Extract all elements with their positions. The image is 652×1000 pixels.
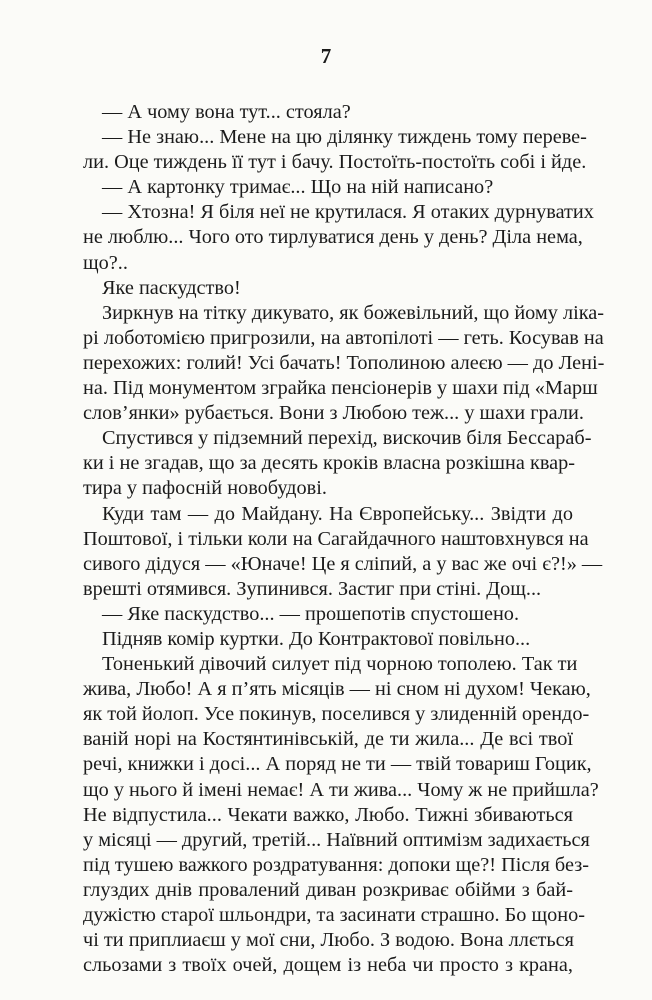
text-line: Зиркнув на тітку дикувато, як божевільний, що йому ліка- <box>102 301 605 324</box>
text-line: як той йолоп. Усе покинув, поселився у злиденній орендо- <box>83 703 590 726</box>
text-line: ли. Оце тиждень її тут і бачу. Постоїть-постоїть собі і йде. <box>83 151 587 174</box>
text-line: — А картонку тримає... Що на ній написано? <box>102 176 494 199</box>
text-line: Не відпустила... Чекати важко, Любо. Тижні збиваються <box>83 803 573 826</box>
text-line: Спустився у підземний перехід, вискочив біля Бессараб- <box>102 427 592 450</box>
text-line: ки і не згадав, що за десять кроків власна розкішна квар- <box>83 452 576 475</box>
text-line: перехожих: голий! Усі бачать! Тополиною алеєю — до Лені- <box>83 351 605 374</box>
paragraph <box>83 276 573 301</box>
text-line: дужістю старої шльондри, та засинати страшно. Бо щоно- <box>83 904 586 926</box>
page-number: 7 <box>320 44 332 68</box>
text-line: Куди там — до Майдану. На Європейську... Звідти до <box>102 502 573 525</box>
text-line: Яке паскудство! <box>102 276 241 299</box>
text-line: глуздих днів провалений диван розкриває обійми з бай- <box>83 878 573 901</box>
paragraph <box>83 602 573 627</box>
text-line: — Не знаю... Мене на цю ділянку тиждень тому переве- <box>102 126 587 149</box>
paragraph <box>83 502 603 602</box>
paragraph <box>83 301 605 426</box>
paragraph <box>83 175 573 200</box>
text-line: що у нього й імені немає! А ти жива... Чому ж не прийшла? <box>83 778 599 801</box>
text-line: сивого дідуся — «Юначе! Це я сліпий, а у вас же очі є?!» — <box>83 552 603 575</box>
text-line: не люблю... Чого ото тирлуватися день у день? Діла нема, <box>83 226 583 249</box>
text-line: що?.. <box>83 251 128 274</box>
text-line: — Хтозна! Я біля неї не крутилася. Я отаких дурнуватих <box>102 201 594 224</box>
text-line: слов’янки» рубається. Вони з Любою теж... у шахи грали. <box>83 402 584 425</box>
paragraph <box>83 652 599 978</box>
text-line: Поштової, і тільки коли на Сагайдачного наштовхнувся на <box>83 527 589 550</box>
text-line: чі ти приплиаєш у мої сни, Любо. З водою. Вона ллється <box>83 929 574 952</box>
text-line: — А чому вона тут... стояла? <box>102 101 351 123</box>
paragraph <box>83 627 573 652</box>
text-line: ваній норі на Костянтинівській, де ти жила... Де всі твої <box>83 728 573 751</box>
text-line: рі лоботомією пригрозили, на автопілоті — геть. Косував на <box>83 326 604 349</box>
paragraph <box>83 100 573 125</box>
paragraph <box>83 125 587 175</box>
text-body <box>83 100 605 978</box>
paragraph <box>83 200 594 275</box>
text-line: тира у пафосній новобудові. <box>83 477 327 500</box>
paragraph <box>83 426 592 501</box>
text-line: під тушею важкого роздратування: допоки ще?! Після без- <box>83 853 589 876</box>
text-line: Тоненький дівочий силует під чорною тополею. Так ти <box>102 653 578 676</box>
text-line: сльозами з твоїх очей, дощем із неба чи просто з крана, <box>83 954 573 977</box>
text-line: на. Під монументом зграйка пенсіонерів у шахи під «Марш <box>83 377 598 400</box>
text-line: врешті отямився. Зупинився. Застиг при стіні. Дощ... <box>83 577 542 600</box>
text-line: жива, Любо! А я п’ять місяців — ні сном ні духом! Чекаю, <box>83 678 591 701</box>
text-line: у місяці — другий, третій... Наївний оптимізм задихається <box>83 828 590 851</box>
text-line: речі, книжки і досі... А поряд не ти — твій товариш Гоцик, <box>83 753 592 776</box>
text-line: Підняв комір куртки. До Контрактової повільно... <box>102 627 531 650</box>
text-line: — Яке паскудство... — прошепотів спустошено. <box>102 602 520 625</box>
